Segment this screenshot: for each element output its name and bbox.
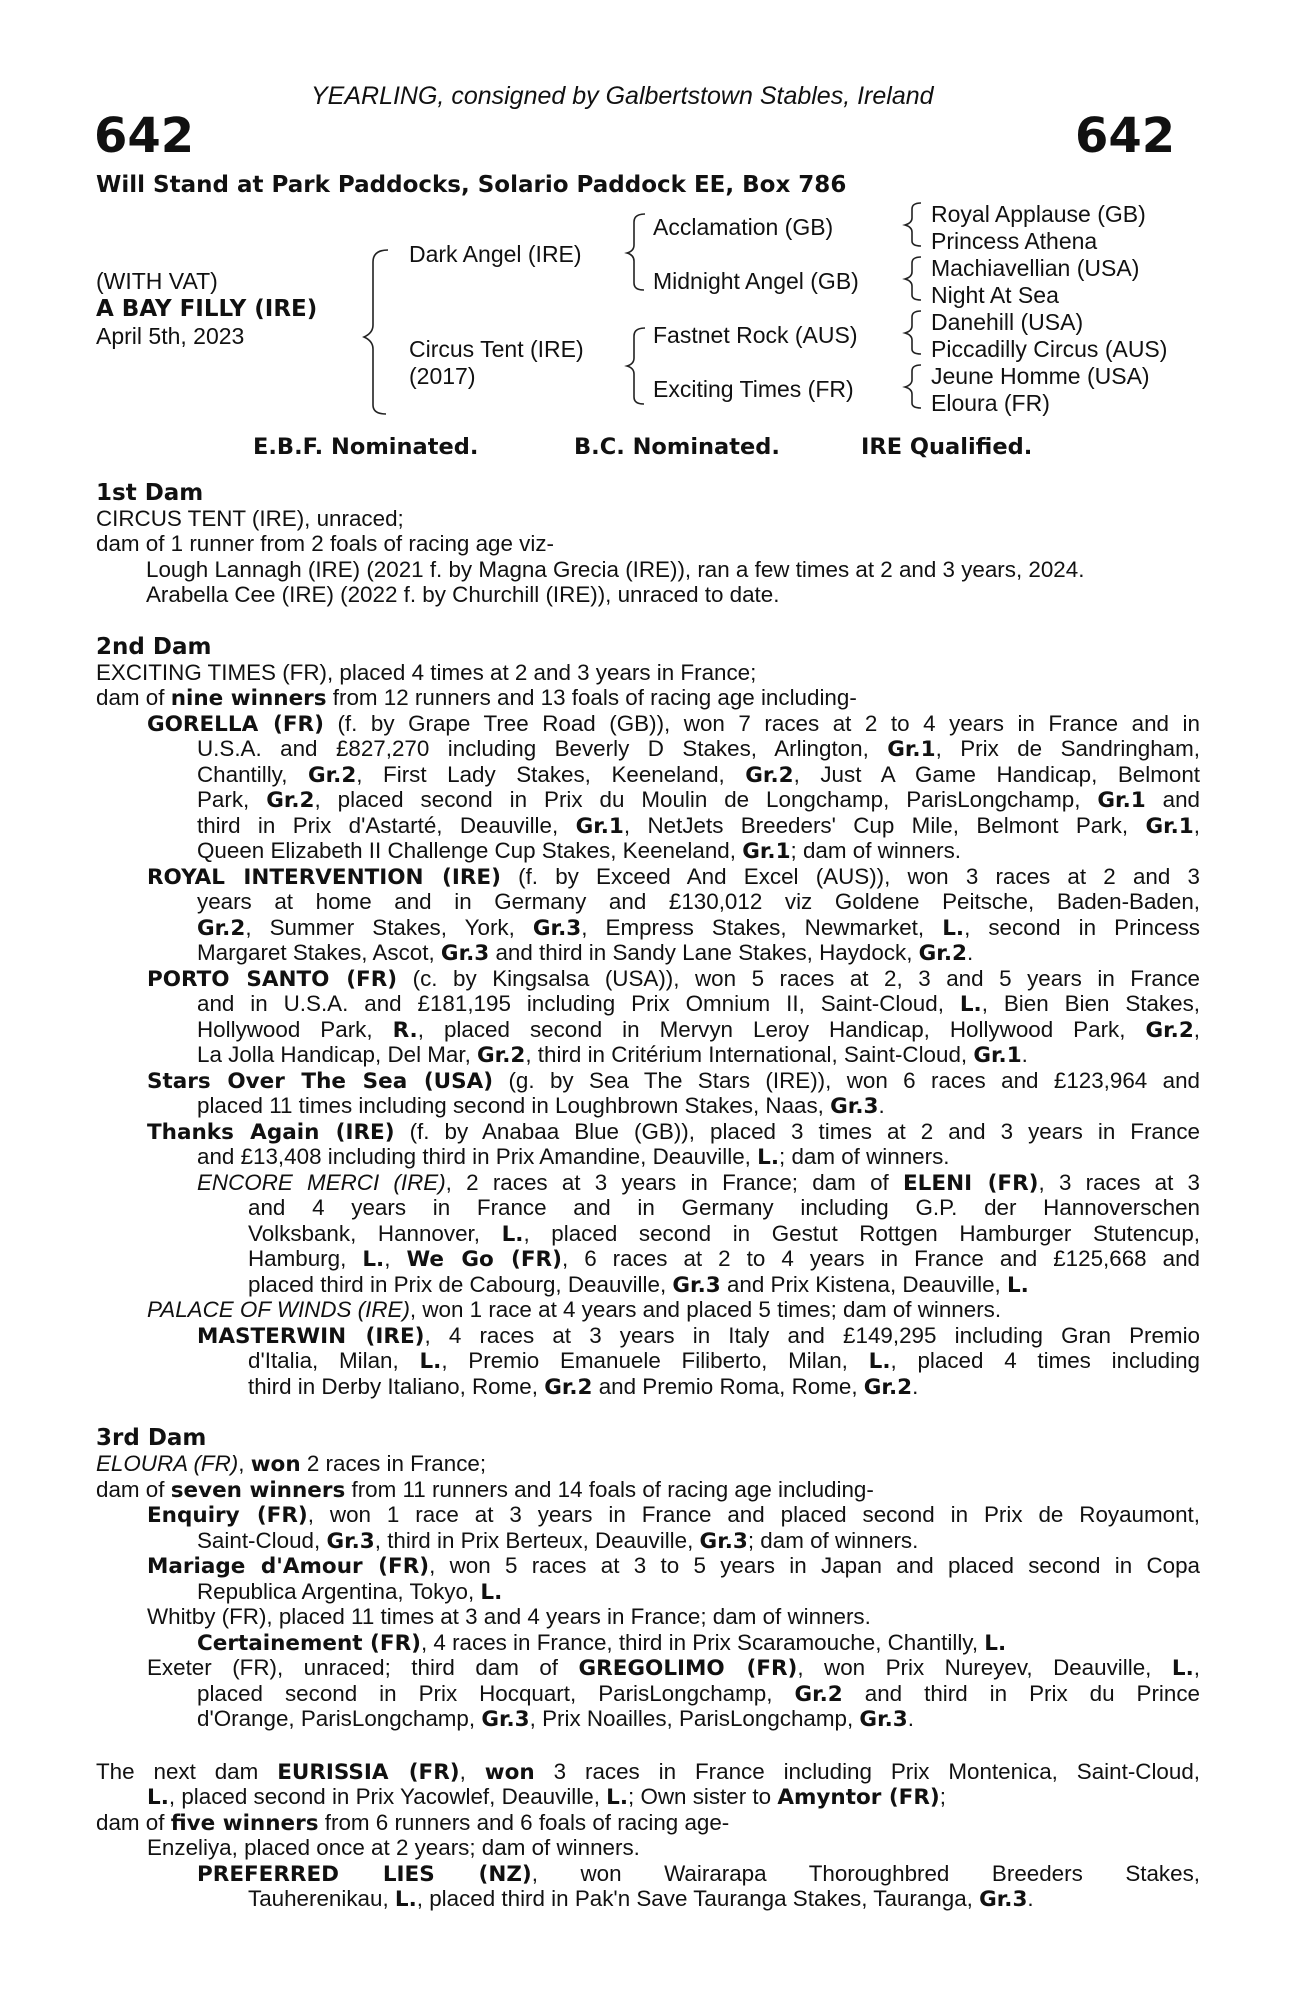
produce-line: Saint-Cloud, Gr.3, third in Prix Berteux, Deauville, Gr.3; dam of winners.	[197, 1528, 919, 1554]
next-dam-line: dam of five winners from 6 runners and 6 foals of racing age-	[96, 1810, 730, 1836]
ire-qualified: IRE Qualified.	[861, 434, 1033, 460]
consignment-line: YEARLING, consigned by Galbertstown Stables, Ireland	[311, 82, 934, 110]
produce-line: Park, Gr.2, placed second in Prix du Moulin de Longchamp, ParisLongchamp, Gr.1 and	[197, 787, 1200, 813]
produce-line: Hollywood Park, R., placed second in Mervyn Leroy Handicap, Hollywood Park, Gr.2,	[197, 1017, 1200, 1043]
produce-line: placed second in Prix Hocquart, ParisLongchamp, Gr.2 and third in Prix du Prince	[197, 1681, 1200, 1707]
first-dam-line: Arabella Cee (IRE) (2022 f. by Churchill (IRE)), unraced to date.	[146, 582, 780, 607]
lot-number-left: 642	[94, 108, 195, 164]
ggd-3: Piccadilly Circus (AUS)	[931, 336, 1168, 362]
produce-line: third in Prix d'Astarté, Deauville, Gr.1, NetJets Breeders' Cup Mile, Belmont Park, Gr.1,	[197, 813, 1200, 839]
produce-line: Thanks Again (IRE) (f. by Anabaa Blue (GB)), placed 3 times at 2 and 3 years in France	[147, 1119, 1200, 1145]
ggs-1: Royal Applause (GB)	[931, 201, 1146, 227]
dam-sire: Fastnet Rock (AUS)	[653, 322, 858, 348]
produce-line: Gr.2, Summer Stakes, York, Gr.3, Empress Stakes, Newmarket, L., second in Princess	[197, 915, 1200, 941]
next-dam-line: The next dam EURISSIA (FR), won 3 races in France including Prix Montenica, Saint-Cloud,	[96, 1759, 1200, 1785]
produce-line: Stars Over The Sea (USA) (g. by Sea The Stars (IRE)), won 6 races and £123,964 and	[147, 1068, 1200, 1094]
vat-label: (WITH VAT)	[96, 268, 218, 294]
produce-line: PREFERRED LIES (NZ), won Wairarapa Thoroughbred Breeders Stakes,	[197, 1861, 1200, 1887]
second-dam-line: EXCITING TIMES (FR), placed 4 times at 2 and 3 years in France;	[96, 660, 757, 685]
produce-line: Mariage d'Amour (FR), won 5 races at 3 to 5 years in Japan and placed second in Copa	[147, 1553, 1200, 1579]
sire: Dark Angel (IRE)	[409, 241, 582, 267]
produce-line: Republica Argentina, Tokyo, L.	[197, 1579, 503, 1605]
produce-line: d'Italia, Milan, L., Premio Emanuele Filiberto, Milan, L., placed 4 times including	[248, 1348, 1200, 1374]
ggs-4: Jeune Homme (USA)	[931, 363, 1150, 389]
produce-line: Whitby (FR), placed 11 times at 3 and 4 years in France; dam of winners.	[147, 1604, 871, 1629]
produce-line: Margaret Stakes, Ascot, Gr.3 and third in Sandy Lane Stakes, Haydock, Gr.2.	[197, 940, 974, 966]
next-dam-line: L., placed second in Prix Yacowlef, Deauville, L.; Own sister to Amyntor (FR);	[147, 1784, 946, 1810]
sire-dam: Midnight Angel (GB)	[653, 268, 859, 294]
lot-number-right: 642	[1075, 108, 1176, 164]
produce-line: La Jolla Handicap, Del Mar, Gr.2, third in Critérium International, Saint-Cloud, Gr.1.	[197, 1042, 1028, 1068]
produce-line: Volksbank, Hannover, L., placed second in Gestut Rottgen Hamburger Stutencup,	[248, 1221, 1200, 1247]
produce-line: and 4 years in France and in Germany including G.P. der Hannoverschen	[248, 1195, 1200, 1220]
produce-line: third in Derby Italiano, Rome, Gr.2 and Premio Roma, Rome, Gr.2.	[248, 1374, 919, 1400]
stand-location: Will Stand at Park Paddocks, Solario Paddock EE, Box 786	[96, 172, 847, 198]
second-dam-heading: 2nd Dam	[96, 634, 212, 660]
produce-line: Hamburg, L., We Go (FR), 6 races at 2 to 4 years in France and £125,668 and	[248, 1246, 1200, 1272]
produce-line: MASTERWIN (IRE), 4 races at 3 years in Italy and £149,295 including Gran Premio	[197, 1323, 1200, 1349]
produce-line: years at home and in Germany and £130,012 viz Goldene Peitsche, Baden-Baden,	[197, 889, 1200, 914]
produce-line: placed 11 times including second in Loughbrown Stakes, Naas, Gr.3.	[197, 1093, 885, 1119]
third-dam-heading: 3rd Dam	[96, 1425, 207, 1451]
produce-line: GORELLA (FR) (f. by Grape Tree Road (GB)), won 7 races at 2 to 4 years in France and in	[147, 711, 1200, 737]
produce-line: and in U.S.A. and £181,195 including Prix Omnium II, Saint-Cloud, L., Bien Bien Stakes,	[197, 991, 1200, 1017]
next-dam-line: Enzeliya, placed once at 2 years; dam of winners.	[147, 1835, 640, 1860]
second-dam-line: dam of nine winners from 12 runners and 13 foals of racing age including-	[96, 685, 857, 711]
produce-line: U.S.A. and £827,270 including Beverly D Stakes, Arlington, Gr.1, Prix de Sandringham,	[197, 736, 1200, 762]
ggs-2: Machiavellian (USA)	[931, 255, 1140, 281]
bc-nominated: B.C. Nominated.	[574, 434, 780, 460]
third-dam-line: dam of seven winners from 11 runners and 14 foals of racing age including-	[96, 1477, 874, 1503]
first-dam-heading: 1st Dam	[96, 480, 204, 506]
sire-sire: Acclamation (GB)	[653, 214, 834, 240]
produce-line: d'Orange, ParisLongchamp, Gr.3, Prix Noailles, ParisLongchamp, Gr.3.	[197, 1706, 914, 1732]
produce-line: placed third in Prix de Cabourg, Deauville, Gr.3 and Prix Kistena, Deauville, L.	[248, 1272, 1029, 1298]
first-dam-line: dam of 1 runner from 2 foals of racing age viz-	[96, 531, 554, 556]
produce-line: Queen Elizabeth II Challenge Cup Stakes, Keeneland, Gr.1; dam of winners.	[197, 838, 962, 864]
ggd-2: Night At Sea	[931, 282, 1059, 308]
foaling-date: April 5th, 2023	[96, 323, 245, 349]
produce-line: ENCORE MERCI (IRE), 2 races at 3 years in France; dam of ELENI (FR), 3 races at 3	[197, 1170, 1200, 1196]
ggd-4: Eloura (FR)	[931, 390, 1050, 416]
produce-line: PORTO SANTO (FR) (c. by Kingsalsa (USA)), won 5 races at 2, 3 and 5 years in France	[147, 966, 1200, 992]
produce-line: Certainement (FR), 4 races in France, third in Prix Scaramouche, Chantilly, L.	[197, 1630, 1007, 1656]
ebf-nominated: E.B.F. Nominated.	[253, 434, 479, 460]
produce-line: and £13,408 including third in Prix Amandine, Deauville, L.; dam of winners.	[197, 1144, 950, 1170]
dam-year: (2017)	[409, 363, 476, 389]
produce-line: ROYAL INTERVENTION (IRE) (f. by Exceed And Excel (AUS)), won 3 races at 2 and 3	[147, 864, 1200, 890]
dam-dam: Exciting Times (FR)	[653, 376, 854, 402]
produce-line: Tauherenikau, L., placed third in Pak'n Save Tauranga Stakes, Tauranga, Gr.3.	[248, 1886, 1034, 1912]
horse-name: A BAY FILLY (IRE)	[96, 296, 318, 322]
produce-line: Chantilly, Gr.2, First Lady Stakes, Keeneland, Gr.2, Just A Game Handicap, Belmont	[197, 762, 1200, 788]
ggd-1: Princess Athena	[931, 228, 1098, 254]
produce-line: PALACE OF WINDS (IRE), won 1 race at 4 years and placed 5 times; dam of winners.	[147, 1297, 1002, 1322]
dam: Circus Tent (IRE)	[409, 336, 584, 362]
first-dam-line: Lough Lannagh (IRE) (2021 f. by Magna Grecia (IRE)), ran a few times at 2 and 3 years, 2024.	[146, 557, 1085, 582]
third-dam-line: ELOURA (FR), won 2 races in France;	[96, 1451, 487, 1477]
first-dam-line: CIRCUS TENT (IRE), unraced;	[96, 506, 404, 531]
produce-line: Exeter (FR), unraced; third dam of GREGOLIMO (FR), won Prix Nureyev, Deauville, L.,	[147, 1655, 1200, 1681]
ggs-3: Danehill (USA)	[931, 309, 1084, 335]
produce-line: Enquiry (FR), won 1 race at 3 years in France and placed second in Prix de Royaumont,	[147, 1502, 1200, 1528]
